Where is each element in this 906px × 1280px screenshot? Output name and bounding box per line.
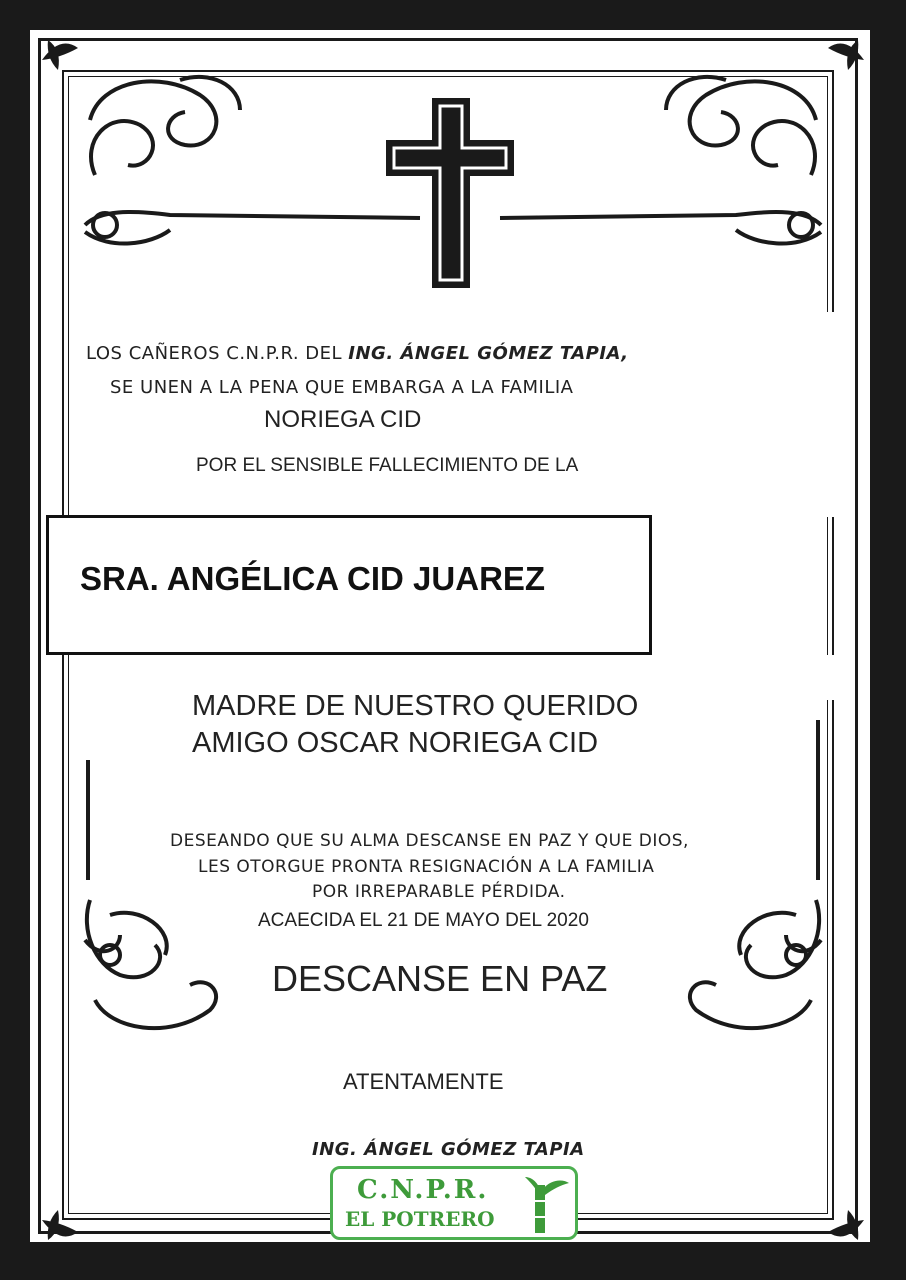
corner-leaf-icon — [828, 40, 864, 70]
deceased-name: SRA. ANGÉLICA CID JUAREZ — [80, 560, 546, 597]
relation-line-1: MADRE DE NUESTRO QUERIDO — [192, 690, 639, 722]
cross-icon — [386, 98, 514, 288]
logo-line-1: C.N.P.R. — [357, 1175, 489, 1205]
header-line-1-prefix: LOS CAÑEROS C.N.P.R. DEL — [86, 343, 349, 364]
rip-heading: DESCANSE EN PAZ — [272, 958, 608, 999]
wishes-line-2: LES OTORGUE PRONTA RESIGNACIÓN A LA FAMILIA — [198, 857, 655, 877]
swirl-ornament-icon — [500, 77, 821, 244]
signature-name: ING. ÁNGEL GÓMEZ TAPIA — [312, 1139, 585, 1160]
cnpr-logo — [330, 1166, 578, 1240]
swirl-ornament-icon — [690, 900, 821, 1028]
wishes-line-1: DESEANDO QUE SU ALMA DESCANSE EN PAZ Y QUE DIOS, — [170, 831, 689, 851]
logo-line-2: EL POTRERO — [345, 1207, 495, 1231]
corner-leaf-icon — [42, 1210, 78, 1240]
swirl-ornament-icon — [85, 77, 420, 244]
sincerely-label: ATENTAMENTE — [343, 1069, 504, 1094]
header-line-1-bold: ING. ÁNGEL GÓMEZ TAPIA, — [348, 343, 629, 364]
whiteout-patch — [652, 655, 850, 700]
sugarcane-icon — [525, 1175, 571, 1235]
corner-leaf-icon — [828, 1210, 864, 1240]
family-name: NORIEGA CID — [264, 406, 422, 433]
header-line-1 — [86, 343, 629, 364]
corner-leaf-icon — [42, 40, 78, 70]
death-date: ACAECIDA EL 21 DE MAYO DEL 2020 — [258, 910, 589, 931]
header-line-2: SE UNEN A LA PENA QUE EMBARGA A LA FAMILIA — [110, 377, 574, 398]
swirl-ornament-icon — [85, 900, 216, 1028]
header-line-4: POR EL SENSIBLE FALLECIMIENTO DE LA — [196, 455, 579, 476]
whiteout-patch — [652, 312, 850, 517]
relation-line-2: AMIGO OSCAR NORIEGA CID — [192, 727, 599, 759]
wishes-line-3: POR IRREPARABLE PÉRDIDA. — [312, 882, 566, 902]
